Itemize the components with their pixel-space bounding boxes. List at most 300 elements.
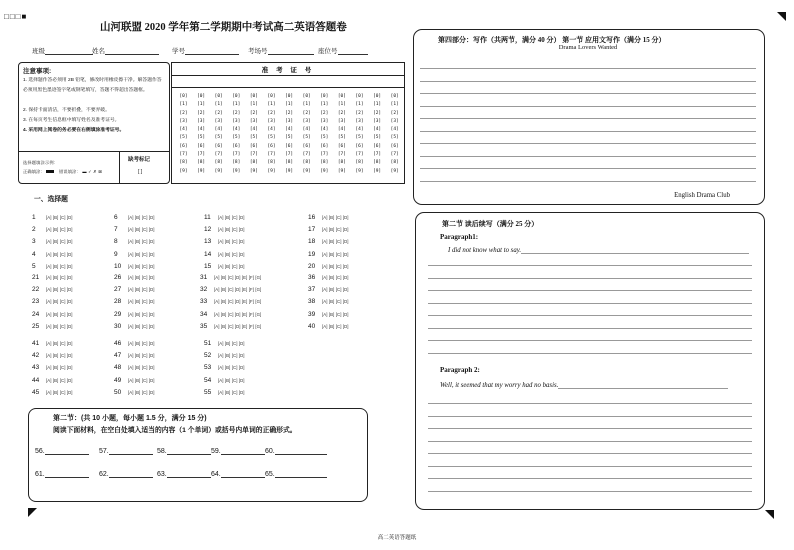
- writing-line[interactable]: [420, 93, 756, 94]
- ticket-digit-bubble[interactable]: [5]: [302, 135, 311, 141]
- ticket-digit-bubble[interactable]: [2]: [232, 110, 241, 116]
- ticket-digit-bubble[interactable]: [1]: [285, 102, 294, 108]
- writing-line[interactable]: [420, 181, 756, 182]
- answer-bubbles[interactable]: [A] [B] [C] [D]: [46, 311, 73, 317]
- blank-answer-field[interactable]: [265, 469, 327, 478]
- answer-bubbles[interactable]: [A] [B] [C] [D]: [128, 299, 155, 305]
- ticket-digit-bubble[interactable]: [6]: [197, 143, 206, 149]
- ticket-digit-bubble[interactable]: [1]: [267, 102, 276, 108]
- answer-bubbles[interactable]: [A] [B] [C] [D] [E] [F] [G]: [214, 299, 262, 305]
- ticket-digit-bubble[interactable]: [6]: [390, 143, 399, 149]
- writing-line[interactable]: [428, 290, 752, 291]
- answer-bubbles[interactable]: [A] [B] [C] [D]: [218, 239, 245, 245]
- answer-bubbles[interactable]: [A] [B] [C] [D]: [218, 251, 245, 257]
- writing-line[interactable]: [420, 81, 756, 82]
- seat-field[interactable]: 座位号: [318, 46, 368, 55]
- ticket-digit-bubble[interactable]: [5]: [337, 135, 346, 141]
- ticket-digit-bubble[interactable]: [4]: [355, 127, 364, 133]
- ticket-digit-bubble[interactable]: [3]: [302, 118, 311, 124]
- exam-room-field[interactable]: 考场号: [248, 46, 314, 55]
- answer-bubbles[interactable]: [A] [B] [C] [D]: [218, 353, 245, 359]
- question-number: 31: [200, 274, 208, 281]
- ticket-digit-bubble[interactable]: [9]: [179, 168, 188, 174]
- ticket-digit-bubble[interactable]: [8]: [302, 160, 311, 166]
- ticket-digit-bubble[interactable]: [7]: [355, 152, 364, 158]
- writing-line[interactable]: [428, 478, 752, 479]
- question-number: 20: [308, 262, 316, 270]
- ticket-digit-bubble[interactable]: [8]: [197, 160, 206, 166]
- blank-underline[interactable]: [167, 446, 211, 455]
- name-field[interactable]: 姓名: [92, 46, 159, 55]
- blank-number: 63.: [157, 471, 167, 478]
- answer-bubbles[interactable]: [A] [B] [C] [D]: [46, 299, 73, 305]
- ticket-digit-bubble[interactable]: [9]: [302, 168, 311, 174]
- ticket-digit-bubble[interactable]: [3]: [320, 118, 329, 124]
- answer-bubbles[interactable]: [A] [B] [C] [D]: [322, 299, 349, 305]
- question-number: 49: [114, 376, 122, 384]
- blank-answer-field[interactable]: [99, 469, 153, 478]
- ticket-digit-bubble[interactable]: [6]: [232, 143, 241, 149]
- ticket-digit-bubble[interactable]: [6]: [214, 143, 223, 149]
- blank-answer-field[interactable]: [157, 446, 211, 455]
- ticket-digit-bubble[interactable]: [1]: [390, 102, 399, 108]
- question-row: [32, 385, 73, 395]
- answer-bubbles[interactable]: [A] [B] [C] [D]: [322, 287, 349, 293]
- ticket-digit-bubble[interactable]: [3]: [337, 118, 346, 124]
- question-number: 41: [32, 340, 40, 347]
- ticket-digit-bubble[interactable]: [6]: [267, 143, 276, 149]
- question-row: [308, 247, 349, 257]
- blank-answer-field[interactable]: [35, 469, 89, 478]
- ticket-digit-bubble[interactable]: [4]: [302, 127, 311, 133]
- writing-line[interactable]: [420, 68, 756, 69]
- ticket-digit-bubble[interactable]: [1]: [373, 102, 382, 108]
- ticket-digit-bubble[interactable]: [1]: [355, 102, 364, 108]
- answer-bubbles[interactable]: [A] [B] [C] [D]: [218, 215, 245, 220]
- ticket-digit-bubble[interactable]: [6]: [337, 143, 346, 149]
- fill-example-wrong: 错误填涂： ▬ ✓ ✗ ⊠: [59, 169, 102, 174]
- question-row: [32, 270, 73, 280]
- ticket-digit-bubble[interactable]: [9]: [267, 168, 276, 174]
- ticket-digit-bubble[interactable]: [0]: [249, 94, 258, 99]
- ticket-digit-bubble[interactable]: [4]: [373, 127, 382, 133]
- answer-bubbles[interactable]: [A] [B] [C] [D]: [128, 215, 155, 220]
- ticket-digit-bubble[interactable]: [6]: [320, 143, 329, 149]
- writing-line[interactable]: [428, 466, 752, 467]
- writing-line[interactable]: [428, 315, 752, 316]
- ticket-digit-bubble[interactable]: [9]: [285, 168, 294, 174]
- ticket-digit-bubble[interactable]: [9]: [355, 168, 364, 174]
- fill-example-correct: 正确填涂：: [23, 169, 54, 175]
- ticket-digit-bubble[interactable]: [4]: [249, 127, 258, 133]
- ticket-digit-bubble[interactable]: [1]: [197, 102, 206, 108]
- blank-answer-field[interactable]: [157, 469, 211, 478]
- blank-underline[interactable]: [275, 446, 327, 455]
- ticket-digit-bubble[interactable]: [1]: [320, 102, 329, 108]
- question-number: 4: [32, 250, 36, 258]
- writing-line[interactable]: [420, 118, 756, 119]
- answer-bubbles[interactable]: [A] [B] [C] [D]: [46, 323, 73, 329]
- answer-bubbles[interactable]: [A] [B] [C] [D]: [46, 251, 73, 257]
- ticket-digit-bubble[interactable]: [7]: [302, 152, 311, 158]
- answer-bubbles[interactable]: [A] [B] [C] [D] [E] [F] [G]: [214, 275, 262, 280]
- ticket-digit-bubble[interactable]: [5]: [320, 135, 329, 141]
- question-row: [114, 294, 155, 304]
- ticket-digit-bubble[interactable]: [6]: [302, 143, 311, 149]
- question-number: 55: [204, 388, 212, 396]
- writing-line[interactable]: [420, 156, 756, 157]
- ticket-digit-bubble[interactable]: [8]: [232, 160, 241, 166]
- answer-bubbles[interactable]: [A] [B] [C] [D]: [128, 239, 155, 245]
- ticket-digit-bubble[interactable]: [9]: [390, 168, 399, 174]
- ticket-digit-bubble[interactable]: [2]: [302, 110, 311, 116]
- answer-bubbles[interactable]: [A] [B] [C] [D]: [128, 323, 155, 329]
- ticket-digit-bubble[interactable]: [9]: [373, 168, 382, 174]
- ticket-digit-bubble[interactable]: [7]: [232, 152, 241, 158]
- ticket-digit-bubble[interactable]: [9]: [232, 168, 241, 174]
- question-number: 15: [204, 262, 212, 270]
- ticket-digit-bubble[interactable]: [5]: [249, 135, 258, 141]
- ticket-digit-bubble[interactable]: [6]: [285, 143, 294, 149]
- writing-line[interactable]: [420, 106, 756, 107]
- paragraph1-opening: I did not know what to say.: [448, 245, 749, 254]
- writing-line[interactable]: [428, 403, 752, 404]
- ticket-digit-bubble[interactable]: [5]: [267, 135, 276, 141]
- ticket-digit-bubble[interactable]: [2]: [390, 110, 399, 116]
- ticket-digit-bubble[interactable]: [2]: [214, 110, 223, 116]
- ticket-digit-bubble[interactable]: [7]: [285, 152, 294, 158]
- blank-number: 59.: [211, 448, 221, 455]
- ticket-digit-bubble[interactable]: [5]: [179, 135, 188, 141]
- writing-line[interactable]: [428, 353, 752, 354]
- writing-line[interactable]: [420, 143, 756, 144]
- ticket-digit-bubble[interactable]: [0]: [373, 94, 382, 99]
- ticket-digit-bubble[interactable]: [8]: [337, 160, 346, 166]
- ticket-digit-bubble[interactable]: [3]: [179, 118, 188, 124]
- ticket-digit-bubble[interactable]: [5]: [285, 135, 294, 141]
- writing-line[interactable]: [428, 453, 752, 454]
- writing-line[interactable]: [428, 340, 752, 341]
- ticket-digit-bubble[interactable]: [0]: [232, 94, 241, 99]
- blank-answer-field[interactable]: [35, 446, 89, 455]
- ticket-digit-bubble[interactable]: [4]: [267, 127, 276, 133]
- blank-underline[interactable]: [275, 469, 327, 478]
- answer-bubbles[interactable]: [A] [B] [C] [D]: [46, 239, 73, 245]
- answer-bubbles[interactable]: [A] [B] [C] [D]: [218, 263, 245, 269]
- question-number: 26: [114, 274, 122, 281]
- ticket-digit-bubble[interactable]: [8]: [320, 160, 329, 166]
- ticket-digit-bubble[interactable]: [2]: [179, 110, 188, 116]
- ticket-number-grid: [171, 62, 405, 184]
- ticket-digit-bubble[interactable]: [0]: [197, 94, 206, 99]
- absent-checkbox[interactable]: [ ]: [138, 169, 143, 175]
- ticket-digit-bubble[interactable]: [5]: [232, 135, 241, 141]
- answer-bubbles[interactable]: [A] [B] [C] [D]: [218, 341, 245, 346]
- answer-bubbles[interactable]: [A] [B] [C] [D] [E] [F] [G]: [214, 287, 262, 293]
- ticket-digit-bubble[interactable]: [6]: [179, 143, 188, 149]
- ticket-digit-bubble[interactable]: [4]: [285, 127, 294, 133]
- footer-text: 高二英语答题纸: [377, 535, 417, 541]
- answer-bubbles[interactable]: [A] [B] [C] [D]: [128, 353, 155, 359]
- ticket-digit-bubble[interactable]: [0]: [355, 94, 364, 99]
- ticket-digit-bubble[interactable]: [2]: [197, 110, 206, 116]
- ticket-digit-bubble[interactable]: [2]: [267, 110, 276, 116]
- ticket-digit-bubble[interactable]: [1]: [249, 102, 258, 108]
- ticket-digit-bubble[interactable]: [7]: [337, 152, 346, 158]
- question-number: 38: [308, 298, 316, 306]
- writing-line[interactable]: [428, 416, 752, 417]
- blank-underline[interactable]: [45, 469, 89, 478]
- question-number: 1: [32, 214, 36, 221]
- ticket-digit-bubble[interactable]: [6]: [373, 143, 382, 149]
- writing-line[interactable]: [428, 278, 752, 279]
- ticket-digit-bubble[interactable]: [1]: [214, 102, 223, 108]
- ticket-digit-bubble[interactable]: [4]: [232, 127, 241, 133]
- ticket-digit-bubble[interactable]: [0]: [390, 94, 399, 99]
- answer-bubbles[interactable]: [A] [B] [C] [D]: [322, 311, 349, 317]
- ticket-digit-bubble[interactable]: [8]: [390, 160, 399, 166]
- blank-underline[interactable]: [221, 469, 265, 478]
- ticket-digit-bubble[interactable]: [3]: [249, 118, 258, 124]
- question-row: [32, 348, 73, 358]
- answer-bubbles[interactable]: [A] [B] [C] [D]: [46, 263, 73, 269]
- question-number: 30: [114, 322, 122, 330]
- question-row: [204, 210, 245, 220]
- ticket-digit-bubble[interactable]: [4]: [214, 127, 223, 133]
- answer-bubbles[interactable]: [A] [B] [C] [D]: [128, 389, 155, 395]
- ticket-digit-bubble[interactable]: [0]: [267, 94, 276, 99]
- answer-bubbles[interactable]: [A] [B] [C] [D]: [322, 251, 349, 257]
- answer-bubbles[interactable]: [A] [B] [C] [D]: [128, 227, 155, 233]
- ticket-digit-bubble[interactable]: [2]: [249, 110, 258, 116]
- ticket-digit-bubble[interactable]: [7]: [390, 152, 399, 158]
- fill-example-title: 选择题填涂示例：: [23, 160, 59, 165]
- blank-number: 58.: [157, 448, 167, 455]
- ticket-digit-bubble[interactable]: [4]: [197, 127, 206, 133]
- question-row: [308, 294, 349, 304]
- answer-bubbles[interactable]: [A] [B] [C] [D]: [128, 251, 155, 257]
- ticket-digit-bubble[interactable]: [2]: [285, 110, 294, 116]
- question-row: [114, 210, 155, 220]
- answer-bubbles[interactable]: [A] [B] [C] [D]: [128, 377, 155, 383]
- blank-number: 62.: [99, 471, 109, 478]
- ticket-digit-bubble[interactable]: [4]: [179, 127, 188, 133]
- question-number: 23: [32, 298, 40, 306]
- answer-bubbles[interactable]: [A] [B] [C] [D]: [128, 341, 155, 346]
- ticket-digit-bubble[interactable]: [9]: [214, 168, 223, 174]
- ticket-digit-bubble[interactable]: [7]: [267, 152, 276, 158]
- question-number: 51: [204, 340, 212, 347]
- question-number: 34: [200, 310, 208, 318]
- part4-signature: English Drama Club: [674, 192, 730, 199]
- ticket-digit-bubble[interactable]: [0]: [302, 94, 311, 99]
- answer-bubbles[interactable]: [A] [B] [C] [D]: [46, 341, 73, 346]
- question-row: [308, 210, 349, 220]
- ticket-digit-bubble[interactable]: [5]: [214, 135, 223, 141]
- ticket-digit-bubble[interactable]: [4]: [390, 127, 399, 133]
- blank-underline[interactable]: [221, 446, 265, 455]
- ticket-digit-bubble[interactable]: [6]: [249, 143, 258, 149]
- ticket-digit-bubble[interactable]: [0]: [214, 94, 223, 99]
- ticket-digit-bubble[interactable]: [3]: [285, 118, 294, 124]
- blank-underline[interactable]: [109, 469, 153, 478]
- ticket-digit-bubble[interactable]: [5]: [355, 135, 364, 141]
- ticket-digit-bubble[interactable]: [2]: [373, 110, 382, 116]
- question-number: 45: [32, 388, 40, 396]
- ticket-digit-bubble[interactable]: [3]: [390, 118, 399, 124]
- ticket-digit-bubble[interactable]: [6]: [355, 143, 364, 149]
- ticket-digit-bubble[interactable]: [5]: [390, 135, 399, 141]
- writing-line[interactable]: [428, 441, 752, 442]
- ticket-digit-bubble[interactable]: [8]: [249, 160, 258, 166]
- ticket-digit-bubble[interactable]: [8]: [373, 160, 382, 166]
- answer-bubbles[interactable]: [A] [B] [C] [D]: [46, 275, 73, 280]
- answer-bubbles[interactable]: [A] [B] [C] [D]: [46, 353, 73, 359]
- writing-line[interactable]: [428, 303, 752, 304]
- blank-answer-field[interactable]: [265, 446, 327, 455]
- ticket-digit-bubble[interactable]: [9]: [197, 168, 206, 174]
- ticket-digit-bubble[interactable]: [3]: [373, 118, 382, 124]
- ticket-digit-bubble[interactable]: [3]: [355, 118, 364, 124]
- question-number: 18: [308, 238, 316, 246]
- answer-bubbles[interactable]: [A] [B] [C] [D]: [322, 215, 349, 220]
- answer-bubbles[interactable]: [A] [B] [C] [D]: [322, 239, 349, 245]
- answer-bubbles[interactable]: [A] [B] [C] [D]: [218, 227, 245, 233]
- ticket-digit-bubble[interactable]: [8]: [285, 160, 294, 166]
- ticket-digit-bubble[interactable]: [1]: [302, 102, 311, 108]
- ticket-digit-bubble[interactable]: [0]: [337, 94, 346, 99]
- ticket-digit-bubble[interactable]: [3]: [214, 118, 223, 124]
- paragraph2-label: Paragraph 2:: [440, 366, 480, 374]
- ticket-digit-bubble[interactable]: [8]: [267, 160, 276, 166]
- answer-bubbles[interactable]: [A] [B] [C] [D]: [128, 365, 155, 371]
- ticket-digit-bubble[interactable]: [4]: [337, 127, 346, 133]
- ticket-digit-bubble[interactable]: [9]: [249, 168, 258, 174]
- ticket-digit-bubble[interactable]: [3]: [267, 118, 276, 124]
- ticket-digit-bubble[interactable]: [0]: [320, 94, 329, 99]
- ticket-digit-bubble[interactable]: [2]: [320, 110, 329, 116]
- blank-underline[interactable]: [109, 446, 153, 455]
- ticket-digit-bubble[interactable]: [8]: [214, 160, 223, 166]
- question-row: [114, 360, 155, 370]
- ticket-digit-bubble[interactable]: [2]: [337, 110, 346, 116]
- ticket-digit-bubble[interactable]: [3]: [232, 118, 241, 124]
- ticket-digit-bubble[interactable]: [7]: [197, 152, 206, 158]
- student-id-field[interactable]: 学号: [172, 46, 239, 55]
- answer-bubbles[interactable]: [A] [B] [C] [D]: [322, 263, 349, 269]
- ticket-column: [281, 93, 298, 176]
- answer-bubbles[interactable]: [A] [B] [C] [D]: [218, 389, 245, 395]
- ticket-digit-bubble[interactable]: [1]: [232, 102, 241, 108]
- question-row: [200, 282, 261, 292]
- question-row: [204, 336, 245, 346]
- ticket-digit-bubble[interactable]: [1]: [337, 102, 346, 108]
- ticket-digit-bubble[interactable]: [9]: [337, 168, 346, 174]
- writing-line[interactable]: [428, 328, 752, 329]
- ticket-digit-bubble[interactable]: [0]: [179, 94, 188, 99]
- ticket-column: [175, 93, 192, 176]
- answer-bubbles[interactable]: [A] [B] [C] [D]: [46, 377, 73, 383]
- question-number: 19: [308, 250, 316, 258]
- question-row: [114, 247, 155, 257]
- ticket-digit-bubble[interactable]: [7]: [320, 152, 329, 158]
- ticket-digit-bubble[interactable]: [8]: [179, 160, 188, 166]
- answer-bubbles[interactable]: [A] [B] [C] [D] [E] [F] [G]: [214, 311, 262, 317]
- blank-answer-field[interactable]: [211, 469, 265, 478]
- question-row: [32, 294, 73, 304]
- ticket-digit-bubble[interactable]: [7]: [249, 152, 258, 158]
- answer-bubbles[interactable]: [A] [B] [C] [D]: [46, 215, 73, 220]
- answer-bubbles[interactable]: [A] [B] [C] [D]: [322, 275, 349, 280]
- answer-bubbles[interactable]: [A] [B] [C] [D]: [218, 365, 245, 371]
- ticket-digit-bubble[interactable]: [9]: [320, 168, 329, 174]
- question-row: [114, 348, 155, 358]
- question-number: 46: [114, 340, 122, 347]
- blank-answer-field[interactable]: [211, 446, 265, 455]
- answer-bubbles[interactable]: [A] [B] [C] [D]: [46, 287, 73, 293]
- answer-bubbles[interactable]: [A] [B] [C] [D]: [322, 323, 349, 329]
- question-row: [32, 259, 73, 269]
- blank-answer-field[interactable]: [99, 446, 153, 455]
- writing-line[interactable]: [428, 491, 752, 492]
- answer-bubbles[interactable]: [A] [B] [C] [D]: [128, 275, 155, 280]
- ticket-title: 准 考 证 号: [261, 67, 315, 74]
- question-row: [32, 234, 73, 244]
- question-row: [308, 222, 349, 232]
- writing-line[interactable]: [420, 131, 756, 132]
- writing-line[interactable]: [428, 428, 752, 429]
- answer-bubbles[interactable]: [A] [B] [C] [D]: [128, 263, 155, 269]
- corner-mark-bottom-right: [765, 510, 774, 519]
- ticket-digit-bubble[interactable]: [1]: [179, 102, 188, 108]
- blank-underline[interactable]: [45, 446, 89, 455]
- question-number: 52: [204, 352, 212, 360]
- answer-bubbles[interactable]: [A] [B] [C] [D]: [218, 377, 245, 383]
- ticket-digit-bubble[interactable]: [4]: [320, 127, 329, 133]
- ticket-digit-bubble[interactable]: [7]: [373, 152, 382, 158]
- answer-bubbles[interactable]: [A] [B] [C] [D]: [128, 287, 155, 293]
- answer-bubbles[interactable]: [A] [B] [C] [D]: [46, 365, 73, 371]
- ticket-digit-bubble[interactable]: [2]: [355, 110, 364, 116]
- question-number: 28: [114, 298, 122, 306]
- answer-bubbles[interactable]: [A] [B] [C] [D]: [46, 389, 73, 395]
- answer-bubbles[interactable]: [A] [B] [C] [D]: [128, 311, 155, 317]
- answer-bubbles[interactable]: [A] [B] [C] [D] [E] [F] [G]: [214, 323, 262, 329]
- notice-item-1: 1. 选择题作答必须用 2B 铅笔，修改时用橡皮擦干净。解答题作答必须用黑色墨迹签字笔或钢笔填写，答题不得超出答题框。: [23, 78, 162, 93]
- class-field[interactable]: 班级: [32, 46, 93, 55]
- part4-title: 第四部分：写作（共两节，满分 40 分） 第一节 应用文写作（满分 15 分）: [438, 36, 666, 44]
- question-row: [204, 247, 245, 257]
- writing-line[interactable]: [428, 265, 752, 266]
- ticket-digit-bubble[interactable]: [7]: [214, 152, 223, 158]
- ticket-digit-bubble[interactable]: [5]: [373, 135, 382, 141]
- ticket-digit-bubble[interactable]: [0]: [285, 94, 294, 99]
- question-number: 9: [114, 250, 118, 258]
- question-number: 14: [204, 250, 212, 258]
- ticket-column: [228, 93, 245, 176]
- ticket-digit-bubble[interactable]: [3]: [197, 118, 206, 124]
- ticket-digit-bubble[interactable]: [8]: [355, 160, 364, 166]
- answer-bubbles[interactable]: [A] [B] [C] [D]: [46, 227, 73, 233]
- blank-underline[interactable]: [167, 469, 211, 478]
- writing-line[interactable]: [420, 168, 756, 169]
- question-row: [204, 348, 245, 358]
- ticket-digit-bubble[interactable]: [5]: [197, 135, 206, 141]
- ticket-column: [386, 93, 403, 176]
- answer-bubbles[interactable]: [A] [B] [C] [D]: [322, 227, 349, 233]
- ticket-digit-bubble[interactable]: [7]: [179, 152, 188, 158]
- section1-title: 一、选择题: [34, 196, 68, 203]
